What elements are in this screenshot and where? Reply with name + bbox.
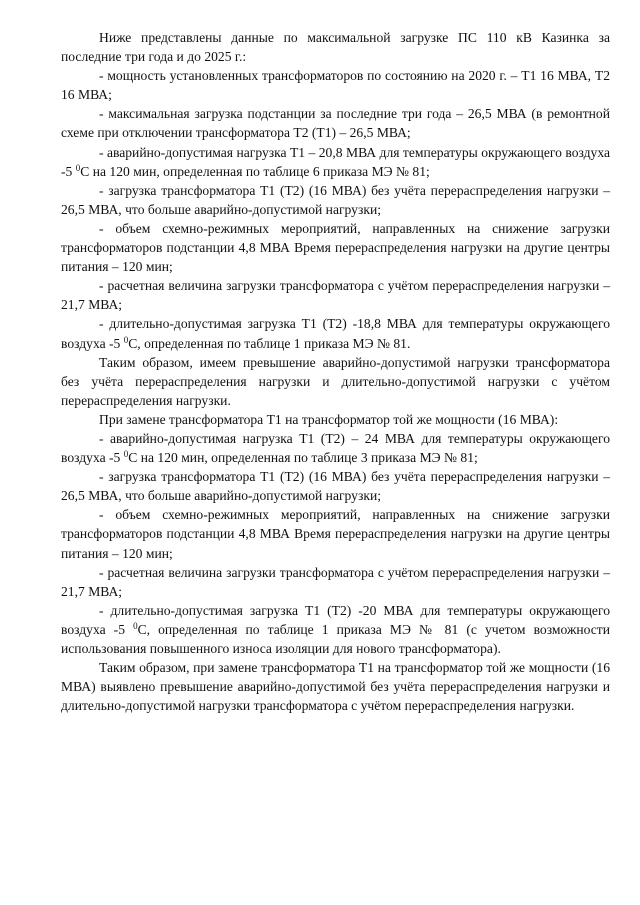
list-item-emergency-load-replacement: - аварийно-допустимая нагрузка Т1 (Т2) – 24 МВА для температуры окружающего воздуха -5 $^0$С на 120 мин, определенная по таблице 3 приказа МЭ № 81; [61,430,610,466]
list-item-calculated-load: - расчетная величина загрузки трансформатора с учётом перераспределения нагрузки – 21,7 МВА; [61,278,610,313]
list-item-emergency-load: - аварийно-допустимая нагрузка Т1 – 20,8 МВА для температуры окружающего воздуха -5 $^0$С на 120 мин, определенная по таблице 6 приказа МЭ № 81; [61,144,610,179]
paragraph-replacement-intro: При замене трансформатора Т1 на трансформатор той же мощности (16 МВА): [99,411,559,427]
list-item-continuous-load-replacement: - длительно-допустимая загрузка Т1 (Т2) -20 МВА для температуры окружающего воздуха -5 $^0$С, определенная по таблице 1 приказа МЭ № 81 (с учетом возможности использования повышенного износа изоляции для нового трансформатора). [61,602,610,656]
list-item-max-load: - максимальная загрузка подстанции за последние три года – 26,5 МВА (в ремонтной схеме при отключении трансформатора Т2 (Т1) – 26,5 МВА; [61,106,610,141]
list-item-switching-measures: - объем схемно-режимных мероприятий, направленных на снижение загрузки трансформаторов подстанции 4,8 МВА Время перераспределения нагрузки на другие центры питания – 120 мин; [61,220,610,275]
list-item-transformer-load-replacement: - загрузка трансформатора Т1 (Т2) (16 МВА) без учёта перераспределения нагрузки – 26,5 МВА, что больше аварийно-допустимой нагрузки; [61,469,610,504]
list-item-calculated-load-replacement: - расчетная величина загрузки трансформатора с учётом перераспределения нагрузки – 21,7 МВА; [61,564,610,599]
document-body [61,28,610,715]
paragraph-conclusion-2: Таким образом, при замене трансформатора Т1 на трансформатор той же мощности (16 МВА) выявлено превышение аварийно-допустимой без учёта перераспределения нагрузки и длительно-допустимой нагрузки трансформатора с учётом перераспределения нагрузки. [61,660,610,714]
paragraph-conclusion-1: Таким образом, имеем превышение аварийно-допустимой нагрузки трансформатора без учёта перераспределения нагрузки и длительно-допустимой нагрузки с учётом перераспределения нагрузки. [61,354,610,408]
list-item-switching-measures-replacement: - объем схемно-режимных мероприятий, направленных на снижение загрузки трансформаторов подстанции 4,8 МВА Время перераспределения нагрузки на другие центры питания – 120 мин; [61,507,610,561]
list-item-transformer-load: - загрузка трансформатора Т1 (Т2) (16 МВА) без учёта перераспределения нагрузки – 26,5 МВА, что больше аварийно-допустимой нагрузки; [61,182,610,217]
paragraph-intro: Ниже представлены данные по максимальной загрузке ПС 110 кВ Казинка за последние три года и до 2025 г.: [61,30,610,65]
list-item-continuous-load: - длительно-допустимая загрузка Т1 (Т2) -18,8 МВА для температуры окружающего воздуха -5 $^0$С, определенная по таблице 1 приказа МЭ № 81. [61,316,610,351]
list-item-installed-capacity: - мощность установленных трансформаторов по состоянию на 2020 г. – Т1 16 МВА, Т2 16 МВА; [61,68,610,103]
